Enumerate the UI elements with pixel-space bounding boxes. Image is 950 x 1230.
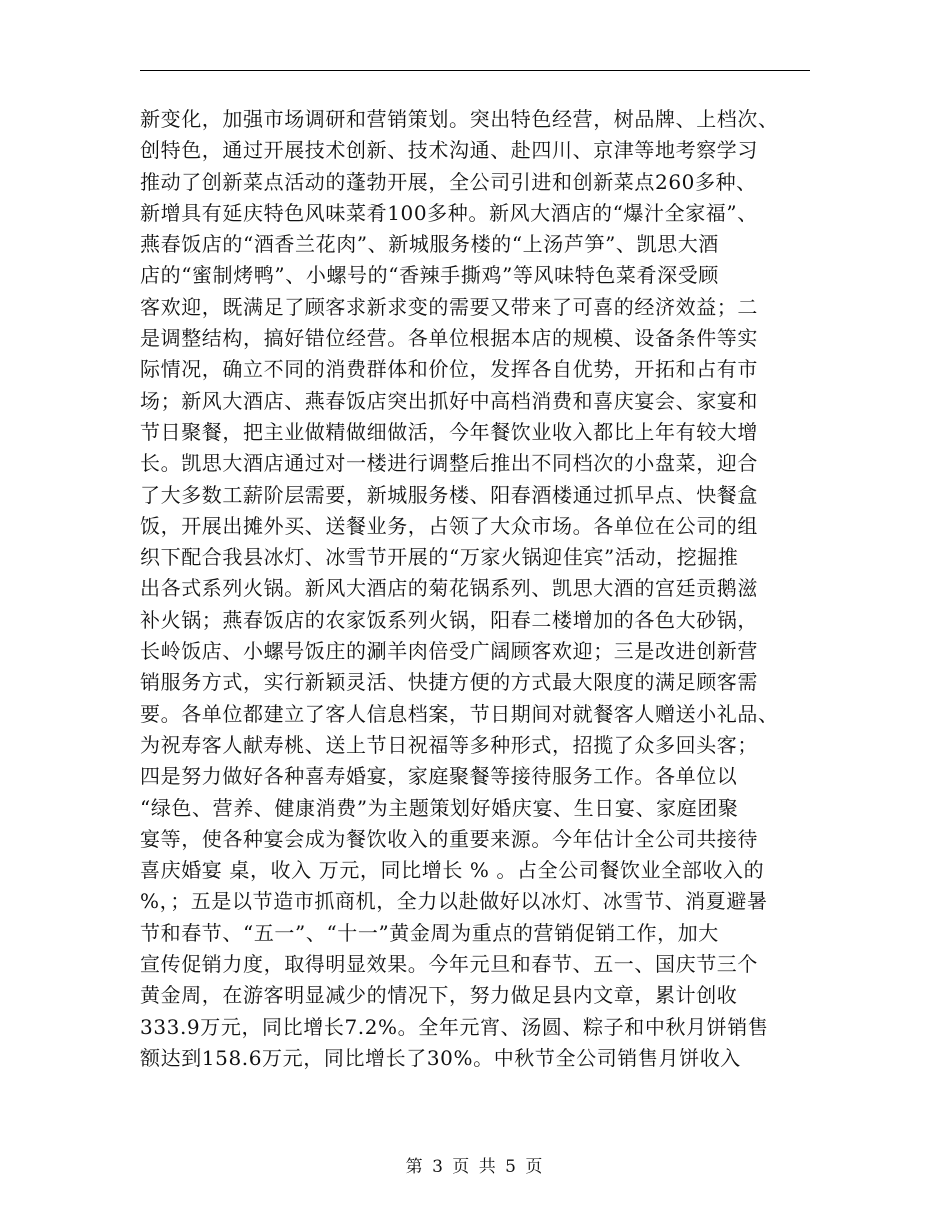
header-rule xyxy=(140,70,810,71)
text-line: 场；新风大酒店、燕春饭店突出抓好中高档消费和喜庆宴会、家宴和 xyxy=(140,388,758,413)
text-line: 新变化，加强市场调研和营销策划。突出特色经营，树品牌、上档次、 xyxy=(140,107,779,131)
text-line: 织下配合我县冰灯、冰雪节开展的“万家火锅迎佳宾”活动，挖掘推 xyxy=(140,545,739,570)
text-line: 宣传促销力度，取得明显效果。今年元旦和春节、五一、国庆节三个 xyxy=(140,952,758,977)
text-line: 燕春饭店的“酒香兰花肉”、新城服务楼的“上汤芦笋”、凯思大酒 xyxy=(140,232,719,257)
text-line: 节日聚餐，把主业做精做细做活，今年餐饮业收入都比上年有较大增 xyxy=(140,419,758,444)
text-line: 为祝寿客人献寿桃、送上节日祝福等多种形式，招揽了众多回头客； xyxy=(140,732,758,757)
text-line: 补火锅；燕春饭店的农家饭系列火锅，阳春二楼增加的各色大砂锅， xyxy=(140,607,758,632)
text-line: 黄金周，在游客明显减少的情况下，努力做足县内文章，累计创收 xyxy=(140,983,738,1008)
text-line: 新增具有延庆特色风味菜肴100多种。新风大酒店的“爆汁全家福”、 xyxy=(140,200,758,225)
text-line: 要。各单位都建立了客人信息档案，节日期间对就餐客人赠送小礼品、 xyxy=(140,701,779,726)
text-line: “绿色、营养、健康消费”为主题策划好婚庆宴、生日宴、家庭团聚 xyxy=(140,795,739,820)
body-text xyxy=(140,104,820,1074)
text-line: 喜庆婚宴 桌，收入 万元，同比增长 % 。占全公司餐饮业全部收入的 xyxy=(140,858,765,883)
text-line: 饭，开展出摊外买、送餐业务，占领了大众市场。各单位在公司的组 xyxy=(140,513,758,538)
text-line: 了大多数工薪阶层需要，新城服务楼、阳春酒楼通过抓早点、快餐盒 xyxy=(140,482,758,507)
text-line: 推动了创新菜点活动的蓬勃开展，全公司引进和创新菜点260多种、 xyxy=(140,169,757,194)
text-line: 销服务方式，实行新颖灵活、快捷方便的方式最大限度的满足顾客需 xyxy=(140,670,758,695)
text-line: 出各式系列火锅。新风大酒店的菊花锅系列、凯思大酒的宫廷贡鹅滋 xyxy=(140,576,758,601)
text-line: 是调整结构，搞好错位经营。各单位根据本店的规模、设备条件等实 xyxy=(140,326,758,351)
page-number: 第 3 页 共 5 页 xyxy=(405,1157,545,1177)
text-line: 创特色，通过开展技术创新、技术沟通、赴四川、京津等地考察学习 xyxy=(140,138,758,163)
text-line: 333.9万元，同比增长7.2%。全年元宵、汤圆、粽子和中秋月饼销售 xyxy=(140,1014,769,1039)
text-line: 店的“蜜制烤鸭”、小螺号的“香辣手撕鸡”等风味特色菜肴深受顾 xyxy=(140,263,719,288)
text-line: 长岭饭店、小螺号饭庄的涮羊肉倍受广阔顾客欢迎；三是改进创新营 xyxy=(140,639,758,664)
text-line: 宴等，使各种宴会成为餐饮收入的重要来源。今年估计全公司共接待 xyxy=(140,826,758,851)
text-line: %，；五是以节造市抓商机，全力以赴做好以冰灯、冰雪节、消夏避暑 xyxy=(140,889,768,914)
text-line: 四是努力做好各种喜寿婚宴，家庭聚餐等接待服务工作。各单位以 xyxy=(140,764,738,789)
text-line: 际情况，确立不同的消费群体和价位，发挥各自优势，开拓和占有市 xyxy=(140,357,758,382)
text-line: 长。凯思大酒店通过对一楼进行调整后推出不同档次的小盘菜，迎合 xyxy=(140,451,758,476)
text-line: 额达到158.6万元，同比增长了30%。中秋节全公司销售月饼收入 xyxy=(140,1045,741,1070)
text-line: 节和春节、“五一”、“十一”黄金周为重点的营销促销工作，加大 xyxy=(140,920,719,945)
text-line: 客欢迎，既满足了顾客求新求变的需要又带来了可喜的经济效益；二 xyxy=(140,294,758,319)
